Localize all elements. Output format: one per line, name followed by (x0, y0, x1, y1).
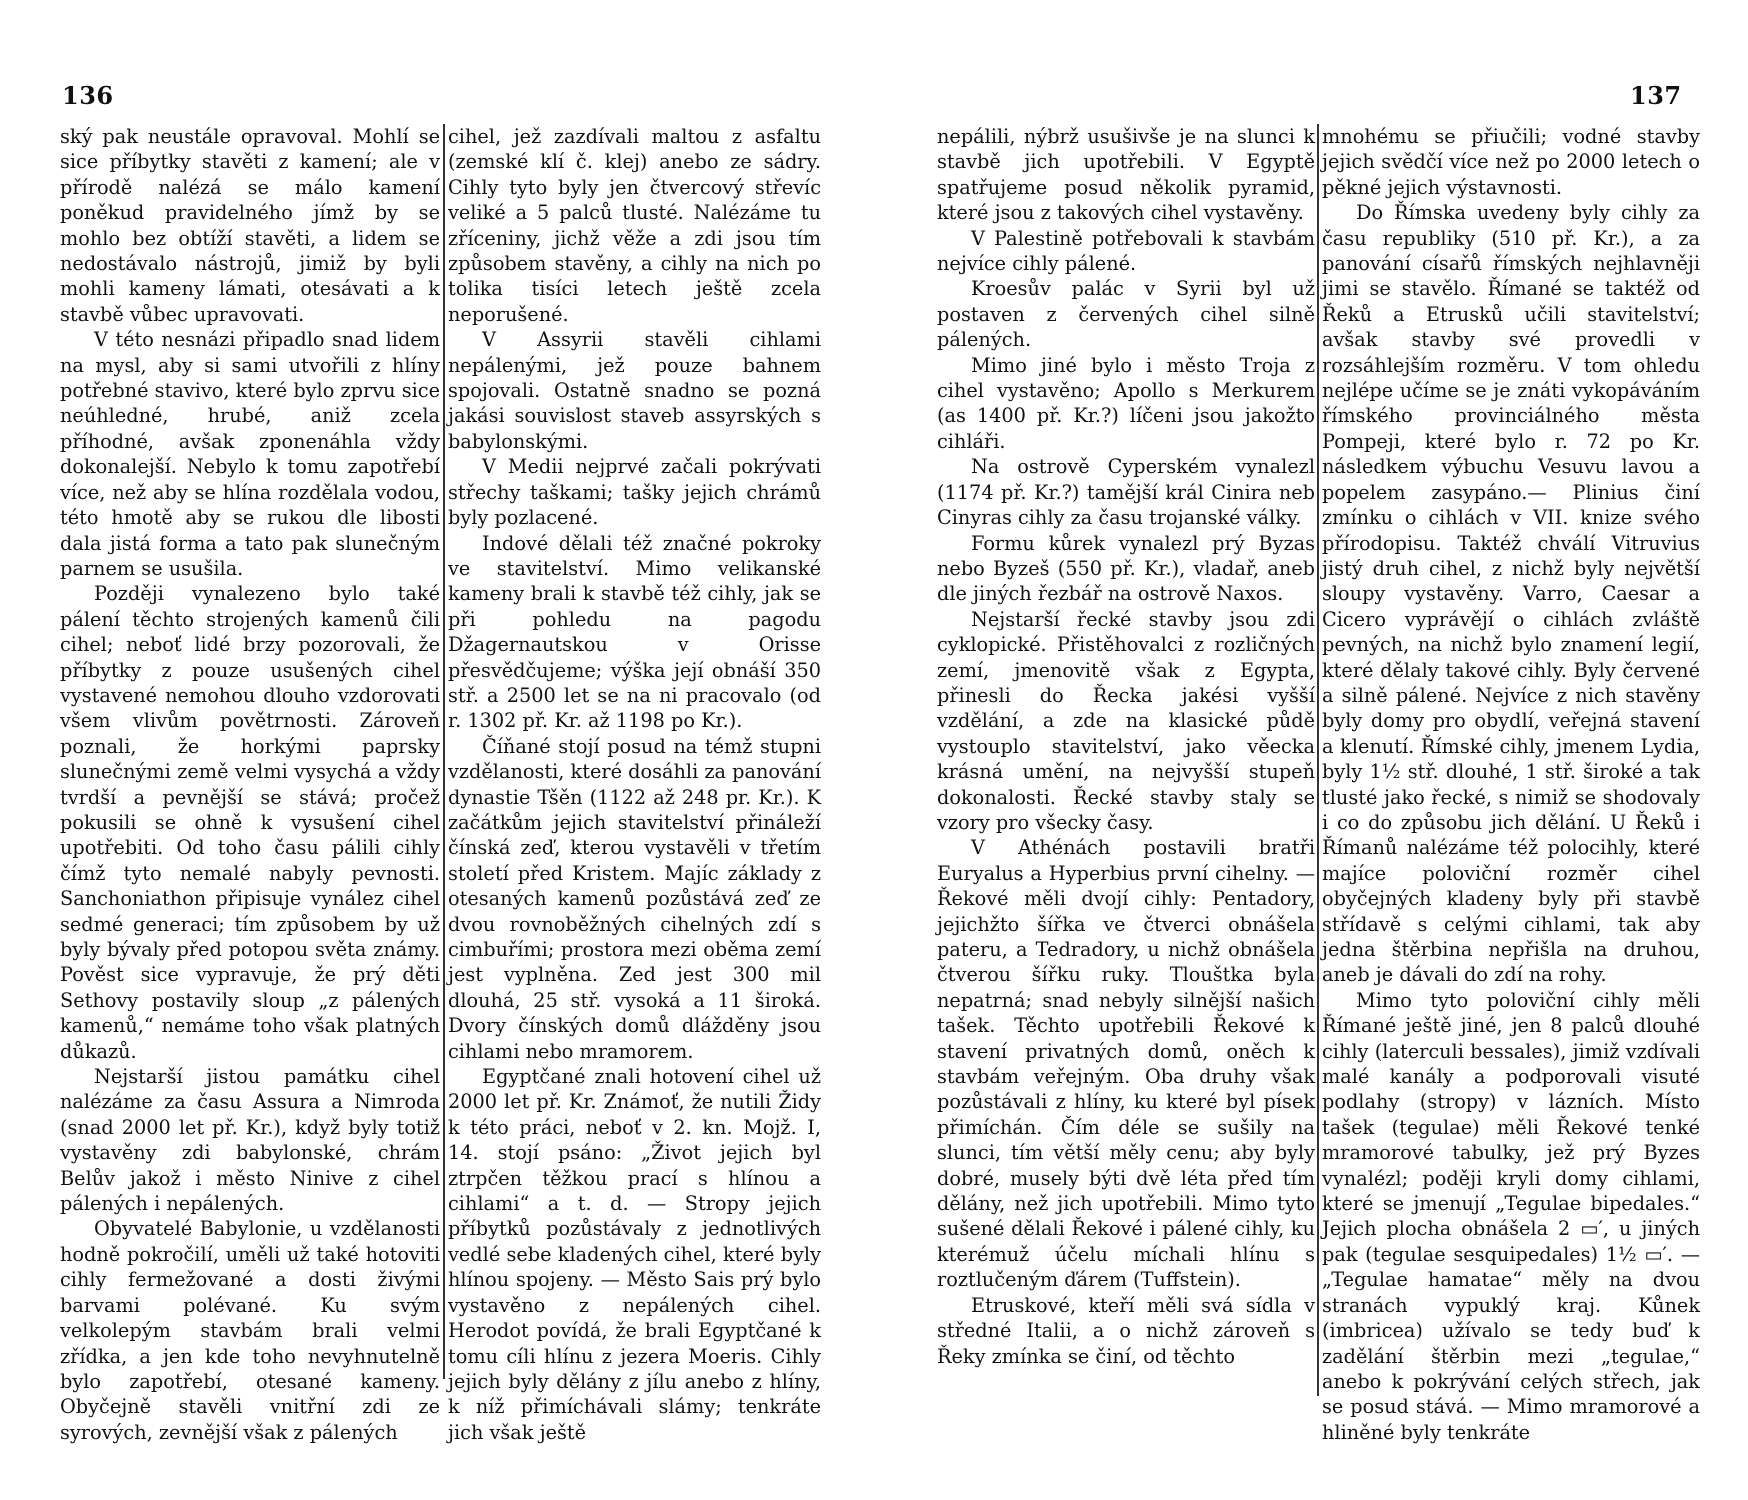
column-separator (1317, 124, 1319, 1396)
paragraph: Egyptčané znali hotovení cihel už 2000 let př. Kr. Známoť, že nutili Židy k této práci, neboť v 2. kn. Mojž. I, 14. stojí psáno: „Život jejich byl ztrpčen těžkou prací s hlínou a cihlami“ a t. d. — Stropy jejich příbytků pozůstávaly z jednotlivých vedlé sebe kladených cihel, které byly hlínou spojeny. — Město Sais prý bylo vystavěno z nepálených cihel. Herodot povídá, že brali Egyptčané k tomu cíli hlínu z jezera Moeris. Cihly jejich byly dělány z jílu anebo z hlíny, k níž přimíchávali slámy; tenkráte jich však ještě (448, 1065, 821, 1444)
paragraph: cihel, jež zazdívali maltou z asfaltu (zemské klí č. klej) anebo ze sádry. Cihly tyto byly jen čtvercový střevíc veliké a 5 palců tlusté. Nalézáme tu zříceniny, jichž věže a zdi jsou tím způsobem stavěny, a cihly na nich po tolika tisíci letech ještě zcela neporušené. (448, 125, 821, 326)
paragraph: V Athénách postavili bratři Euryalus a Hyperbius první cihelny. — Řekové měli dvojí cihly: Pentadory, jejichžto šířka ve čtverci obnášela pateru, a Tedradory, u nichž obnášela čtverou šířku ruky. Tlouštka byla nepatrná; snad nebyly silnější našich tašek. Těchto upotřebili Řekové k stavení privatných domů, oněch k stavbám veřejným. Oba druhy však pozůstávali z hlíny, ku které byl písek přimíchán. Čím déle se sušily na slunci, tím větší měly cenu; aby byly dobré, musely býti dvě léta před tím dělány, než jich upotřebili. Mimo tyto sušené dělali Řekové i pálené cihly, ku kterémuž účelu míchali hlínu s roztlučeným ďárem (Tuffstein). (937, 836, 1315, 1292)
page-number-right: 137 (1630, 81, 1682, 110)
paragraph: Mimo jiné bylo i město Troja z cihel vystavěno; Apollo s Merkurem (as 1400 př. Kr.?) líčeni jsou jakožto cihláři. (937, 353, 1315, 453)
paragraph: V Assyrii stavěli cihlami nepálenými, jež pouze bahnem spojovali. Ostatně snadno se pozná jakási souvislost staveb assyrských s babylonskými. (448, 328, 821, 453)
paragraph: V této nesnázi připadlo snad lidem na mysl, aby si sami utvořili z hlíny potřebné stavivo, které bylo zprvu sice neúhledné, hrubé, aniž zcela příhodné, avšak zponenáhla vždy dokonalejší. Nebylo k tomu zapotřebí více, než aby se hlína rozdělala vodou, této hmotě aby se rukou dle libosti dala jistá forma a tato pak slunečným parnem se usušila. (60, 328, 440, 580)
paragraph: mnohému se přiučili; vodné stavby jejich svědčí více než po 2000 letech o pěkné jejich výstavnosti. (1322, 125, 1700, 199)
paragraph: V Palestině potřebovali k stavbám nejvíce cihly pálené. (937, 226, 1315, 276)
left-page-column-2 (448, 124, 821, 1444)
paragraph: Do Římska uvedeny byly cihly za času republiky (510 př. Kr.), a za panování císařů římských nejhlavněji jimi se stavělo. Římané se taktéž od Řeků a Etrusků učili stavitelství; avšak stavby své provedli v rozsáhlejším rozměru. V tom ohledu nejlépe učíme se je znáti vykopáváním římského provinciálného města Pompeji, které bylo r. 72 po Kr. následkem výbuchu Vesuvu lavou a popelem zasypáno.— Plinius činí zmínku o cihlách v VII. knize svého přírodopisu. Taktéž chválí Vitruvius jistý druh cihel, z nichž byly největší sloupy vystavěny. Varro, Caesar a Cicero vyprávějí o cihlách zvláště pevných, na nichž bylo znamení legií, které dělaly takové cihly. Byly červené a silně pálené. Nejvíce z nich stavěny byly domy pro obydlí, veřejná stavení a klenutí. Římské cihly, jmenem Lydia, byly 1½ stř. dlouhé, 1 stř. široké a tak tlusté jako řecké, s nimiž se shodovaly i co do způsobu jich dělání. U Řeků i Římanů nalézáme též polocihly, které majíce poloviční rozměr cihel obyčejných kladeny byly při stavbě střídavě s celými cihlami, tak aby jedna štěrbina nepřišla na druhou, aneb je dávali do zdí na rohy. (1322, 201, 1700, 987)
right-page-column-2 (1322, 124, 1700, 1444)
paragraph: nepálili, nýbrž usušivše je na slunci k stavbě jich upotřebili. V Egyptě spatřujeme posud několik pyramid, které jsou z takových cihel vystavěny. (937, 125, 1315, 225)
paragraph: Formu kůrek vynalezl prý Byzas nebo Byzeš (550 př. Kr.), vladař, aneb dle jiných řezbář na ostrově Naxos. (937, 531, 1315, 606)
page-number-left: 136 (62, 81, 114, 110)
column-separator (443, 124, 445, 1379)
paragraph: Indové dělali též značné pokroky ve stavitelství. Mimo velikanské kameny brali k stavbě též cihly, jak se při pohledu na pagodu Džagernautskou v Orisse přesvědčujeme; výška její obnáší 350 stř. a 2500 let se na ni pracovalo (od r. 1302 př. Kr. až 1198 po Kr.). (448, 531, 821, 733)
paragraph: Číňané stojí posud na témž stupni vzdělanosti, které dosáhli za panování dynastie Tšěn (1122 až 248 pr. Kr.). K začátkům jejich stavitelství přináleží čínská zeď, kterou vystavěli v třetím století před Kristem. Majíc základy z otesaných kamenů pozůstává zeď ze dvou rovnoběžných cihelných zdí s cimbuřími; prostora mezi oběma zemí jest vyplněna. Zed jest 300 mil dlouhá, 25 stř. vysoká a 11 široká. Dvory čínských domů dlážděny jsou cihlami nebo mramorem. (448, 734, 821, 1063)
paragraph: Později vynalezeno bylo také pálení těchto strojených kamenů čili cihel; neboť lidé brzy pozorovali, že příbytky z pouze usušených cihel vystavené nemohou dlouho vzdorovati všem vlivům povětrnosti. Zároveň poznali, že horkými paprsky slunečnými země velmi vysychá a vždy tvrdší a pevnější se stává; pročež pokusili se ohně k vysušení cihel upotřebiti. Od toho času pálili cihly čímž tyto nemalé nabyly pevnosti. Sanchoniathon připisuje vynález cihel sedmé generaci; tím způsobem by už byly bývaly před potopou světa známy. Pověst sice vypravuje, že prý děti Sethovy postavily sloup „z pálených kamenů,“ nemáme toho však platných důkazů. (60, 582, 440, 1063)
paragraph: Mimo tyto poloviční cihly měli Římané ještě jiné, jen 8 palců dlouhé cihly (laterculi bessales), jimiž vzdívali malé kanály a podporovali visuté podlahy (stropy) v lázních. Místo tašek (tegulae) měli Řekové tenké mramorové tabulky, jež prý Byzes vynalézl; poději kryli domy cihlami, které se jmenují „Tegulae bipedales.“ Jejich plocha obnášela 2 ▭′, u jiných pak (tegulae sesquipedales) 1½ ▭′. — „Tegulae hamatae“ měly na dvou stranách vypuklý kraj. Kůnek (imbricea) užívalo se tedy buď k zadělání štěrbin mezi „tegulae,“ anebo k pokrývání celých střech, jak se posud stává. — Mimo mramorové a hliněné byly tenkráte (1322, 988, 1700, 1444)
left-page-column-1 (60, 124, 440, 1444)
paragraph: Kroesův palác v Syrii byl už postaven z červených cihel silně pálených. (937, 277, 1315, 352)
paragraph: Obyvatelé Babylonie, u vzdělanosti hodně pokročilí, uměli už také hotoviti cihly fermežované a dosti živými barvami polévané. Ku svým velkolepým stavbám brali velmi zřídka, a jen kde toho nevyhnutelně bylo zapotřebí, otesané kameny. Obyčejně stavěli vnitřní zdi ze syrových, zevnější však z pálených (60, 1217, 440, 1444)
paragraph: Nejstarší řecké stavby jsou zdi cyklopické. Přistěhovalci z rozličných zemí, jmenovitě však z Egypta, přinesli do Řecka jakési vyšší vzdělání, a zde na klasické půdě vystouplo stavitelství, jako věecka krásná umění, na nejvyšší stupeň dokonalosti. Řecké stavby staly se vzory pro všecky časy. (937, 607, 1315, 834)
right-page-column-1 (937, 124, 1315, 1424)
paragraph: Nejstarší jistou památku cihel nalézáme za času Assura a Nimroda (snad 2000 let př. Kr.), když byly totiž vystavěny zdi babylonské, chrám Belův jakož i město Ninive z cihel pálených i nepálených. (60, 1065, 440, 1216)
paragraph: Na ostrově Cyperském vynalezl (1174 př. Kr.?) tamější král Cinira neb Cinyras cihly za času trojanské války. (937, 455, 1315, 530)
paragraph: ský pak neustále opravoval. Mohlí se sice příbytky stavěti z kamení; ale v přírodě nalézá se málo kamení poněkud pravidelného jímž by se mohlo bez obtíží stavěti, a lidem se nedostávalo nástrojů, jimiž by byli mohli kameny lámati, otesávati a k stavbě vůbec upravovati. (60, 125, 440, 326)
paragraph: V Medii nejprvé začali pokrývati střechy taškami; tašky jejich chrámů byly pozlacené. (448, 455, 821, 530)
paragraph: Etruskové, kteří měli svá sídla v středné Italii, a o nichž zároveň s Řeky zmínka se činí, od těchto (937, 1293, 1315, 1368)
